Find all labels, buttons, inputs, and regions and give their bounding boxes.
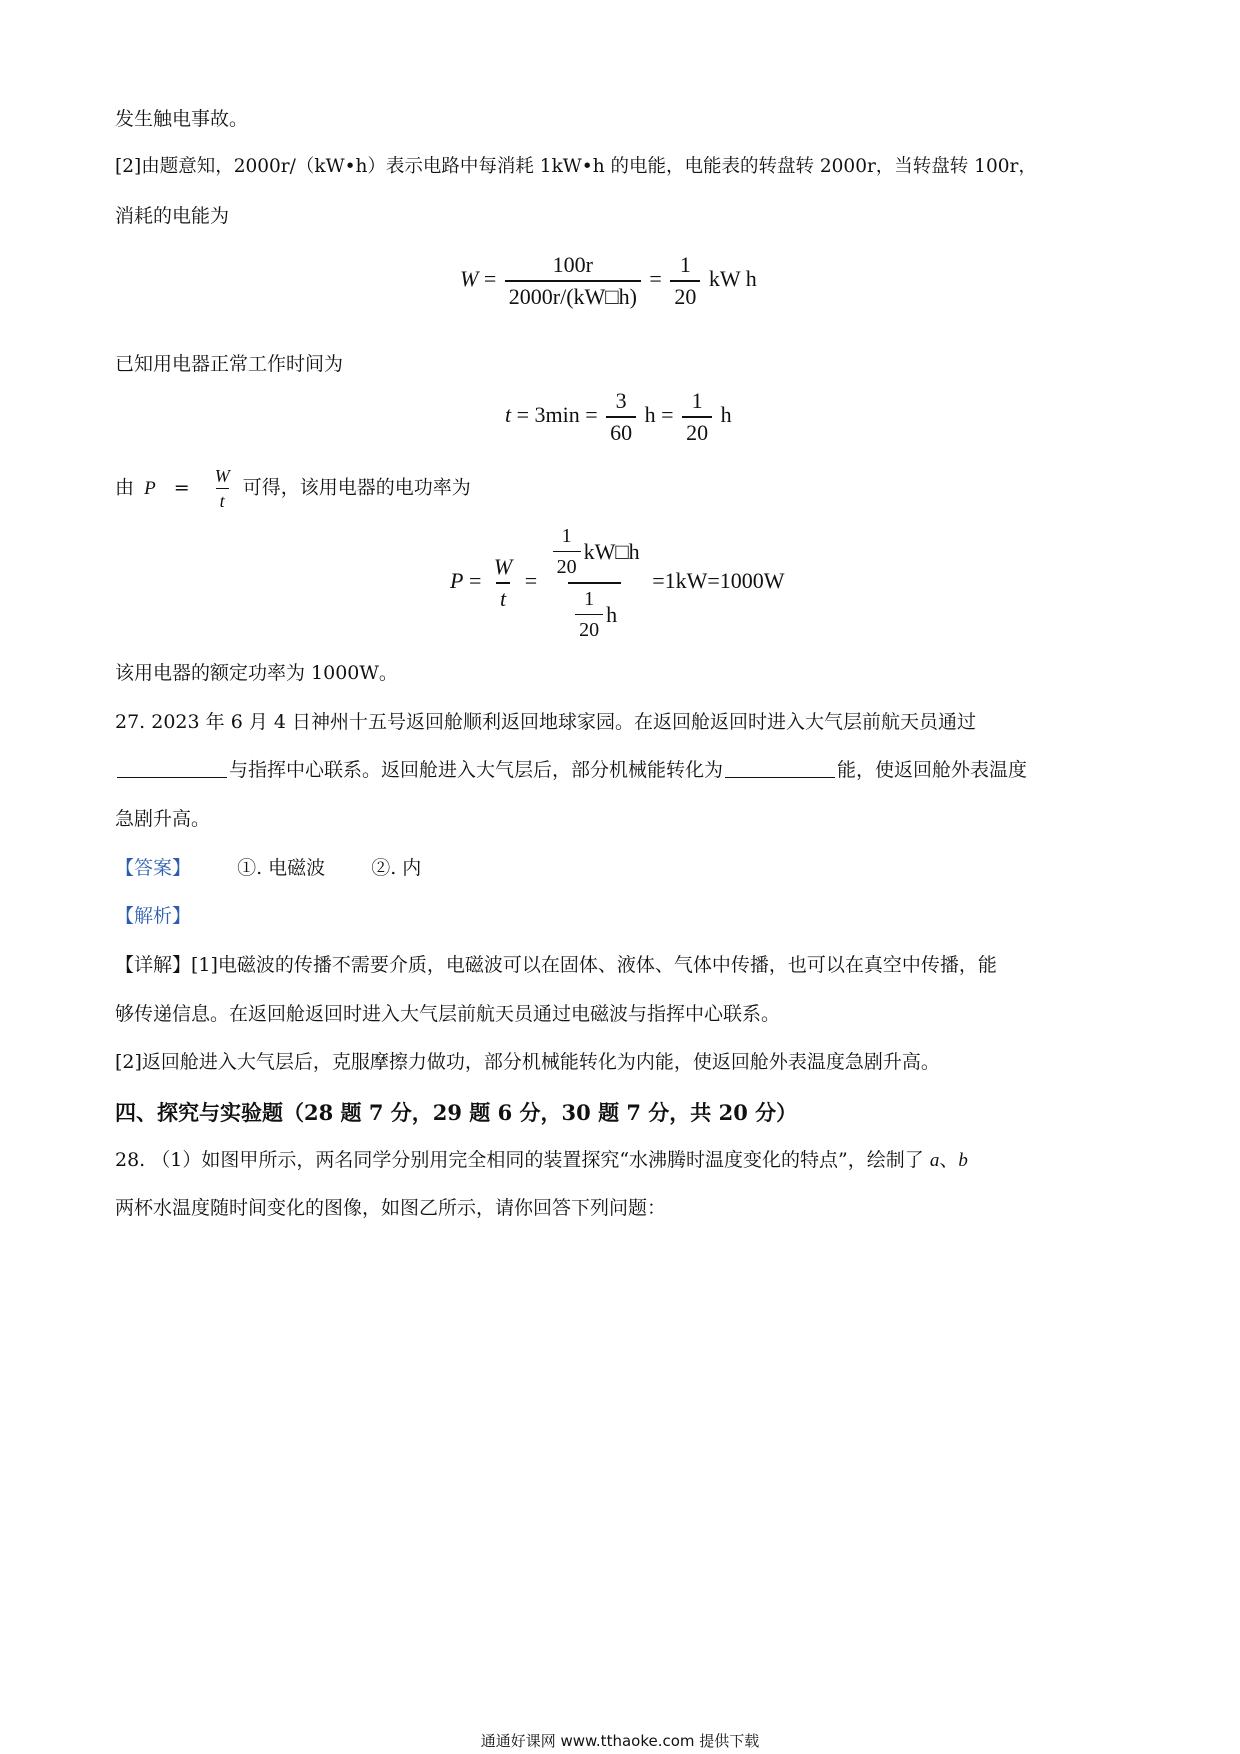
equals-sign: =	[483, 266, 497, 292]
formula-energy	[460, 252, 757, 310]
var-p: P	[450, 568, 464, 594]
formula-power: P = $\frac{W}{t}$ = $\frac{1}{20}$ kW□h $\frac{1}{20}$ h =1kW=1000W	[450, 525, 785, 641]
detail-line3: [2]返回舱进入大气层后，克服摩擦力做功，部分机械能转化为内能，使返回舱外表温度急剧升高。	[115, 1051, 940, 1073]
question-27-line3: 急剧升高。	[115, 808, 211, 830]
denominator: 2000r/(kW□h)	[505, 280, 641, 310]
paragraph-energy-consumed: 消耗的电能为	[115, 205, 230, 227]
detail-line2: 够传递信息。在返回舱返回时进入大气层前航天员通过电磁波与指挥中心联系。	[115, 1003, 781, 1025]
question-28-line2: 两杯水温度随时间变化的图像，如图乙所示，请你回答下列问题：	[115, 1197, 667, 1219]
section-heading: 四、探究与实验题（28 题 7 分，29 题 6 分，30 题 7 分，共 20 分）	[115, 1100, 798, 1125]
answer-1: ①. 电磁波	[237, 857, 326, 879]
paragraph-working-time: 已知用电器正常工作时间为	[115, 353, 344, 375]
numerator: 1	[679, 252, 691, 277]
fraction-hours	[682, 388, 712, 446]
paragraph-power-formula: 由 P = $\frac{W}{t}$ 可得，该用电器的电功率为	[115, 466, 471, 511]
var-w: W	[460, 266, 479, 292]
var-t: t	[505, 402, 512, 428]
question-27-line1: 27. 2023 年 6 月 4 日神州十五号返回舱顺利返回地球家园。在返回舱返回时进入大气层前航天员通过	[115, 711, 976, 733]
answer-line	[115, 855, 421, 881]
formula-time	[505, 388, 732, 446]
question-27-line2: 与指挥中心联系。返回舱进入大气层后，部分机械能转化为 能，使返回舱外表温度	[115, 757, 1027, 783]
denominator: 60	[606, 416, 636, 446]
expression: h =	[644, 402, 674, 428]
var-b: b	[958, 1150, 968, 1171]
unit: kW h	[708, 266, 757, 292]
fraction-top: $\frac{1}{20}$	[553, 523, 581, 580]
paragraph-electric-shock: 发生触电事故。	[115, 108, 249, 130]
answer-tag: 【答案】	[115, 857, 192, 879]
denominator: 20	[670, 280, 700, 310]
compound-fraction: $\frac{1}{20}$ kW□h $\frac{1}{20}$ h	[546, 523, 644, 643]
fraction-result	[670, 252, 700, 310]
numerator: 1	[691, 388, 703, 413]
paragraph-energy-meter: [2]由题意知，2000r/（kW•h）表示电路中每消耗 1kW•h 的电能，电能表的转盘转 2000r，当转盘转 100r，	[115, 156, 1037, 177]
numerator: 3	[615, 388, 627, 413]
fraction-bottom: $\frac{1}{20}$	[575, 586, 603, 643]
var-a: a	[929, 1150, 940, 1171]
equals-sign: =	[649, 266, 662, 292]
fraction-power: $\frac{W}{t}$	[214, 466, 230, 511]
paragraph-rated-power: 该用电器的额定功率为 1000W。	[115, 662, 398, 684]
page-footer: 通通好课网 www.tthaoke.com 提供下载	[480, 1732, 760, 1750]
numerator: 100r	[552, 252, 593, 277]
fraction-minutes	[606, 388, 636, 446]
detail-line1: 【详解】[1]电磁波的传播不需要介质，电磁波可以在固体、液体、气体中传播，也可以在真空中传播，能	[115, 954, 997, 976]
answer-2: ②. 内	[371, 857, 422, 879]
var-p: P	[144, 477, 156, 499]
expression: = 3min =	[516, 402, 598, 428]
unit: h	[720, 402, 732, 428]
fraction-energy	[505, 252, 641, 310]
denominator: 20	[682, 416, 712, 446]
analysis-tag: 【解析】	[115, 905, 192, 927]
question-28-line1: 28. （1）如图甲所示，两名同学分别用完全相同的装置探究“水沸腾时温度变化的特点”，绘制了 a、b	[115, 1149, 968, 1171]
fraction-w-over-t: $\frac{W}{t}$	[493, 554, 513, 611]
answer-blank	[725, 759, 835, 778]
answer-blank	[117, 759, 227, 778]
